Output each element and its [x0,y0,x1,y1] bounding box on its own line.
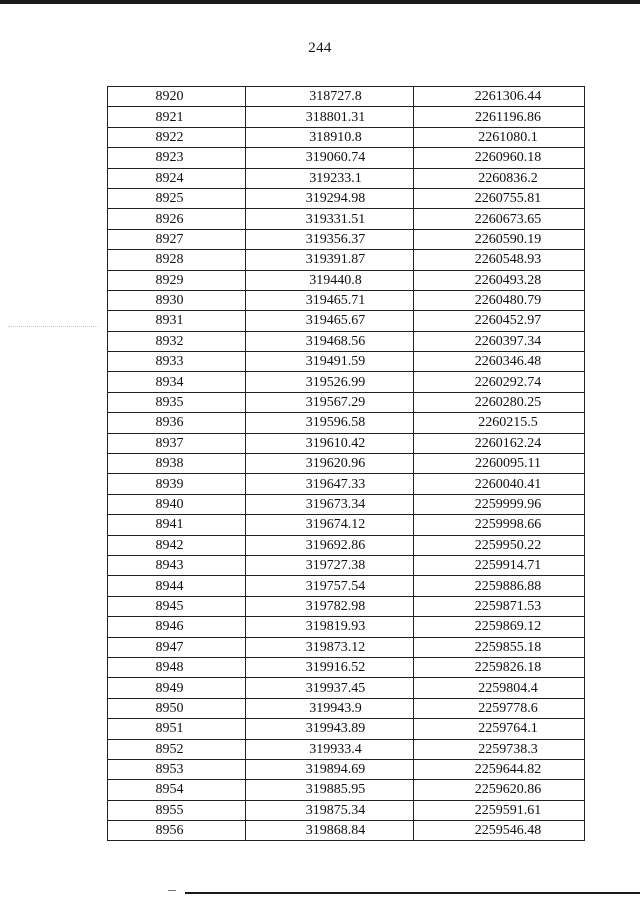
point-number-cell: 8943 [108,555,246,575]
table-row [108,821,585,841]
y-coordinate-cell: 2260480.79 [414,290,585,310]
point-number-cell: 8928 [108,250,246,270]
y-coordinate-cell: 2259764.1 [414,719,585,739]
x-coordinate-cell: 319331.51 [246,209,414,229]
point-number-cell: 8946 [108,617,246,637]
table-row [108,800,585,820]
point-number-cell: 8936 [108,413,246,433]
x-coordinate-cell: 319943.9 [246,698,414,718]
table-row [108,148,585,168]
x-coordinate-cell: 319440.8 [246,270,414,290]
table-row [108,270,585,290]
y-coordinate-cell: 2259778.6 [414,698,585,718]
point-number-cell: 8951 [108,719,246,739]
table-row [108,657,585,677]
table-row [108,515,585,535]
y-coordinate-cell: 2260836.2 [414,168,585,188]
table-row [108,596,585,616]
x-coordinate-cell: 319885.95 [246,780,414,800]
x-coordinate-cell: 319937.45 [246,678,414,698]
point-number-cell: 8920 [108,87,246,107]
y-coordinate-cell: 2260040.41 [414,474,585,494]
point-number-cell: 8953 [108,759,246,779]
table-row [108,372,585,392]
x-coordinate-cell: 319391.87 [246,250,414,270]
x-coordinate-cell: 319673.34 [246,494,414,514]
x-coordinate-cell: 319567.29 [246,392,414,412]
y-coordinate-cell: 2260755.81 [414,188,585,208]
y-coordinate-cell: 2259871.53 [414,596,585,616]
table-row [108,637,585,657]
point-number-cell: 8932 [108,331,246,351]
point-number-cell: 8940 [108,494,246,514]
x-coordinate-cell: 319465.67 [246,311,414,331]
table-row [108,780,585,800]
page-number: 244 [308,40,332,56]
table-row [108,678,585,698]
y-coordinate-cell: 2260960.18 [414,148,585,168]
table-row [108,209,585,229]
x-coordinate-cell: 319782.98 [246,596,414,616]
y-coordinate-cell: 2261080.1 [414,127,585,147]
point-number-cell: 8921 [108,107,246,127]
x-coordinate-cell: 319468.56 [246,331,414,351]
x-coordinate-cell: 319356.37 [246,229,414,249]
point-number-cell: 8922 [108,127,246,147]
point-number-cell: 8956 [108,821,246,841]
x-coordinate-cell: 319596.58 [246,413,414,433]
y-coordinate-cell: 2259826.18 [414,657,585,677]
y-coordinate-cell: 2261196.86 [414,107,585,127]
table-row [108,311,585,331]
x-coordinate-cell: 319916.52 [246,657,414,677]
point-number-cell: 8924 [108,168,246,188]
x-coordinate-cell: 319757.54 [246,576,414,596]
table-row [108,331,585,351]
point-number-cell: 8949 [108,678,246,698]
table-row [108,229,585,249]
table-row [108,576,585,596]
table-row [108,127,585,147]
y-coordinate-cell: 2260095.11 [414,454,585,474]
x-coordinate-cell: 318727.8 [246,87,414,107]
table-row [108,617,585,637]
y-coordinate-cell: 2260673.65 [414,209,585,229]
table-row [108,87,585,107]
point-number-cell: 8938 [108,454,246,474]
table-row [108,474,585,494]
table-row [108,454,585,474]
table-row [108,739,585,759]
x-coordinate-cell: 319875.34 [246,800,414,820]
point-number-cell: 8927 [108,229,246,249]
table-row [108,555,585,575]
x-coordinate-cell: 319233.1 [246,168,414,188]
x-coordinate-cell: 319620.96 [246,454,414,474]
point-number-cell: 8934 [108,372,246,392]
table-row [108,719,585,739]
table-row [108,352,585,372]
x-coordinate-cell: 319933.4 [246,739,414,759]
x-coordinate-cell: 319868.84 [246,821,414,841]
y-coordinate-cell: 2259950.22 [414,535,585,555]
x-coordinate-cell: 319943.89 [246,719,414,739]
y-coordinate-cell: 2260215.5 [414,413,585,433]
y-coordinate-cell: 2260493.28 [414,270,585,290]
point-number-cell: 8935 [108,392,246,412]
x-coordinate-cell: 319894.69 [246,759,414,779]
x-coordinate-cell: 319647.33 [246,474,414,494]
point-number-cell: 8941 [108,515,246,535]
coordinate-table-body [108,87,585,841]
point-number-cell: 8945 [108,596,246,616]
x-coordinate-cell: 318910.8 [246,127,414,147]
x-coordinate-cell: 319294.98 [246,188,414,208]
x-coordinate-cell: 319491.59 [246,352,414,372]
y-coordinate-cell: 2259869.12 [414,617,585,637]
x-coordinate-cell: 319060.74 [246,148,414,168]
point-number-cell: 8923 [108,148,246,168]
table-row [108,759,585,779]
point-number-cell: 8942 [108,535,246,555]
table-row [108,433,585,453]
point-number-cell: 8939 [108,474,246,494]
y-coordinate-cell: 2259855.18 [414,637,585,657]
y-coordinate-cell: 2259620.86 [414,780,585,800]
point-number-cell: 8947 [108,637,246,657]
y-coordinate-cell: 2260280.25 [414,392,585,412]
table-row [108,392,585,412]
scan-artifact-tick [168,890,176,891]
y-coordinate-cell: 2259738.3 [414,739,585,759]
x-coordinate-cell: 319465.71 [246,290,414,310]
y-coordinate-cell: 2259591.61 [414,800,585,820]
y-coordinate-cell: 2259886.88 [414,576,585,596]
x-coordinate-cell: 319873.12 [246,637,414,657]
table-row [108,535,585,555]
y-coordinate-cell: 2259644.82 [414,759,585,779]
point-number-cell: 8954 [108,780,246,800]
y-coordinate-cell: 2259546.48 [414,821,585,841]
point-number-cell: 8952 [108,739,246,759]
x-coordinate-cell: 319819.93 [246,617,414,637]
x-coordinate-cell: 319674.12 [246,515,414,535]
point-number-cell: 8944 [108,576,246,596]
table-row [108,290,585,310]
point-number-cell: 8930 [108,290,246,310]
table-row [108,494,585,514]
point-number-cell: 8937 [108,433,246,453]
table-row [108,107,585,127]
point-number-cell: 8929 [108,270,246,290]
y-coordinate-cell: 2260292.74 [414,372,585,392]
y-coordinate-cell: 2260590.19 [414,229,585,249]
table-row [108,250,585,270]
point-number-cell: 8948 [108,657,246,677]
y-coordinate-cell: 2261306.44 [414,87,585,107]
point-number-cell: 8925 [108,188,246,208]
x-coordinate-cell: 319610.42 [246,433,414,453]
point-number-cell: 8933 [108,352,246,372]
table-row [108,188,585,208]
scan-top-edge [0,0,640,4]
y-coordinate-cell: 2260346.48 [414,352,585,372]
table-row [108,698,585,718]
scan-artifact [8,326,98,328]
table-row [108,413,585,433]
y-coordinate-cell: 2260397.34 [414,331,585,351]
point-number-cell: 8950 [108,698,246,718]
coordinate-table [107,86,585,841]
y-coordinate-cell: 2259914.71 [414,555,585,575]
y-coordinate-cell: 2259804.4 [414,678,585,698]
point-number-cell: 8931 [108,311,246,331]
table-row [108,168,585,188]
y-coordinate-cell: 2260452.97 [414,311,585,331]
x-coordinate-cell: 319692.86 [246,535,414,555]
x-coordinate-cell: 319727.38 [246,555,414,575]
point-number-cell: 8955 [108,800,246,820]
y-coordinate-cell: 2260162.24 [414,433,585,453]
point-number-cell: 8926 [108,209,246,229]
scan-bottom-edge [185,892,640,894]
y-coordinate-cell: 2259999.96 [414,494,585,514]
x-coordinate-cell: 319526.99 [246,372,414,392]
y-coordinate-cell: 2260548.93 [414,250,585,270]
y-coordinate-cell: 2259998.66 [414,515,585,535]
x-coordinate-cell: 318801.31 [246,107,414,127]
